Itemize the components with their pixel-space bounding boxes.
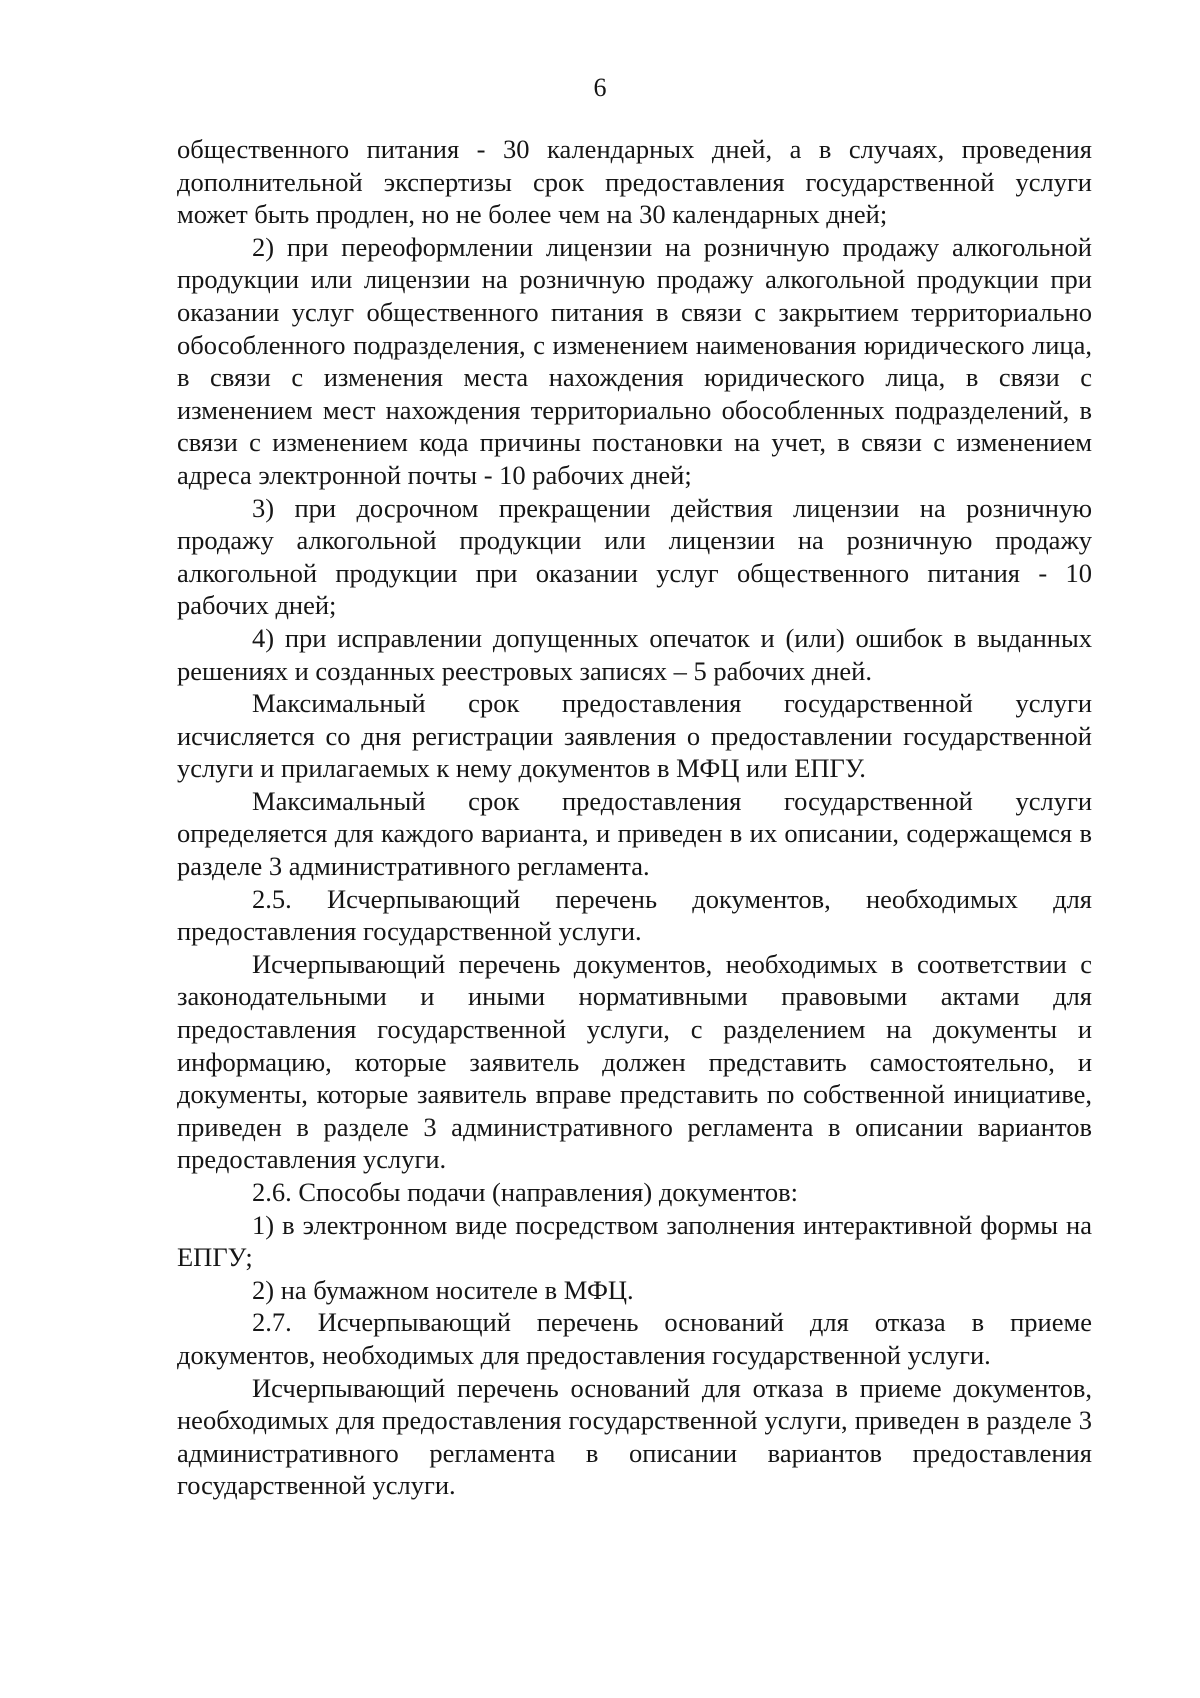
document-body xyxy=(177,133,1092,1502)
paragraph-continuation: общественного питания - 30 календарных дней, а в случаях, проведения дополнительной экспертизы срок предоставления государственной услуги может быть продлен, но не более чем на 30 календарных дней; xyxy=(177,134,1092,230)
paragraph-max-term-variant: Максимальный срок предоставления государственной услуги определяется для каждого варианта, и приведен в их описании, содержащемся в разделе 3 административного регламента. xyxy=(177,785,1092,882)
paragraph-documents-list: Исчерпывающий перечень документов, необходимых в соответствии с законодательными и иными нормативными правовыми актами для предоставления государственной услуги, с разделением на документы и информацию, которые заявитель должен представить самостоятельно, и документы, которые заявитель вправе представить по собственной инициативе, приведен в разделе 3 административного регламента в описании вариантов предоставления услуги. xyxy=(177,948,1092,1175)
paragraph-max-term-calculation: Максимальный срок предоставления государственной услуги исчисляется со дня регистрации заявления о предоставлении государственной услуги и прилагаемых к нему документов в МФЦ или ЕПГУ. xyxy=(177,688,1092,784)
section-2-5-heading: 2.5. Исчерпывающий перечень документов, необходимых для предоставления государственной услуги. xyxy=(177,883,1092,947)
paragraph-submission-paper: 2) на бумажном носителе в МФЦ. xyxy=(252,1274,634,1305)
paragraph-item-3: 3) при досрочном прекращении действия лицензии на розничную продажу алкогольной продукции или лицензии на розничную продажу алкогольной продукции при оказании услуг общественного питания - 10 рабочих дней; xyxy=(177,492,1092,621)
paragraph-item-2: 2) при переоформлении лицензии на розничную продажу алкогольной продукции или лицензии на розничную продажу алкогольной продукции при оказании услуг общественного питания в связи с закрытием территориально обособленного подразделения, с изменением наименования юридического лица, в связи с изменения места нахождения юридического лица, в связи с изменением мест нахождения территориально обособленных подразделений, в связи с изменением кода причины постановки на учет, в связи с изменением адреса электронной почты - 10 рабочих дней; xyxy=(177,231,1092,490)
page-number: 6 xyxy=(593,73,607,102)
paragraph-item-4: 4) при исправлении допущенных опечаток и (или) ошибок в выданных решениях и созданных реестровых записях – 5 рабочих дней. xyxy=(177,622,1092,686)
section-2-7-heading: 2.7. Исчерпывающий перечень оснований для отказа в приеме документов, необходимых для предоставления государственной услуги. xyxy=(177,1307,1092,1370)
paragraph-submission-electronic: 1) в электронном виде посредством заполнения интерактивной формы на ЕПГУ; xyxy=(177,1209,1092,1273)
paragraph-refusal-grounds: Исчерпывающий перечень оснований для отказа в приеме документов, необходимых для предоставления государственной услуги, приведен в разделе 3 административного регламента в описании вариантов предоставления государственной услуги. xyxy=(177,1372,1092,1501)
section-2-6-heading: 2.6. Способы подачи (направления) документов: xyxy=(252,1177,799,1207)
